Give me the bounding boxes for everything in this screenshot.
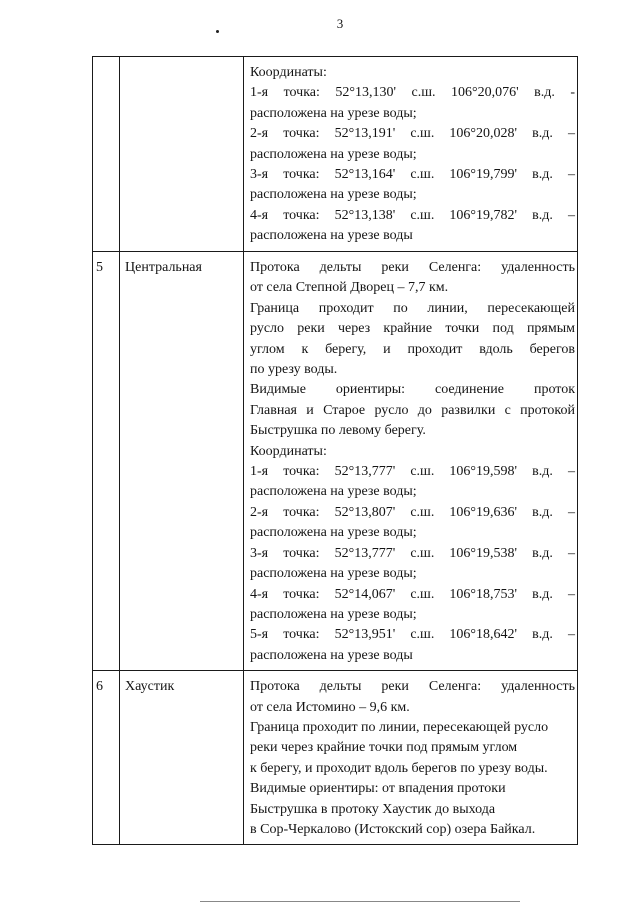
row-number-cell: 6 — [93, 671, 120, 845]
description-line: расположена на урезе воды; — [250, 484, 417, 500]
description-cell — [244, 671, 578, 845]
description-line: расположена на урезе воды; — [250, 146, 417, 162]
description-line: 3-я точка: 52°13,164' с.ш. 106°19,799' в.д. – — [250, 167, 575, 183]
description-line: расположена на урезе воды; — [250, 187, 417, 203]
row-number-cell — [93, 57, 120, 252]
description-line: расположена на урезе воды — [250, 647, 413, 663]
description-line: по урезу воды. — [250, 362, 338, 378]
description-line: Граница проходит по линии, пересекающей русло — [250, 719, 549, 735]
row-number-cell: 5 — [93, 252, 120, 671]
description-line: Протока дельты реки Селенга: удаленность — [250, 679, 575, 695]
channel-name-cell — [120, 57, 244, 252]
description-line: Координаты: — [250, 443, 327, 459]
description-line: 5-я точка: 52°13,951' с.ш. 106°18,642' в.д. – — [250, 627, 575, 643]
description-line: расположена на урезе воды; — [250, 525, 417, 541]
channel-name-cell: Центральная — [120, 252, 244, 671]
description-line: углом к берегу, и проходит вдоль берегов — [250, 341, 575, 357]
page-number: 3 — [336, 16, 344, 31]
page-bottom-edge — [200, 901, 520, 902]
description-line: Граница проходит по линии, пересекающей — [250, 300, 575, 316]
description-line: расположена на урезе воды — [250, 228, 413, 244]
description-line: Видимые ориентиры: от впадения протоки — [250, 781, 506, 797]
description-line: расположена на урезе воды; — [250, 606, 417, 622]
description-line: от села Степной Дворец – 7,7 км. — [250, 280, 449, 296]
table-row — [93, 252, 578, 671]
description-line: расположена на урезе воды; — [250, 566, 417, 582]
description-line: 1-я точка: 52°13,130' с.ш. 106°20,076' в.д. - — [250, 85, 575, 101]
description-line: 4-я точка: 52°14,067' с.ш. 106°18,753' в.д. – — [250, 586, 575, 602]
water-objects-table — [92, 56, 578, 845]
description-line: 1-я точка: 52°13,777' с.ш. 106°19,598' в.д. – — [250, 464, 575, 480]
description-line: к берегу, и проходит вдоль берегов по урезу воды. — [250, 760, 548, 776]
table-body — [93, 57, 578, 845]
description-line: реки через крайние точки под прямым углом — [250, 740, 518, 756]
description-line: от села Истомино – 9,6 км. — [250, 699, 410, 715]
description-line: 4-я точка: 52°13,138' с.ш. 106°19,782' в.д. – — [250, 207, 575, 223]
table-row — [93, 57, 578, 252]
description-line: 2-я точка: 52°13,807' с.ш. 106°19,636' в.д. – — [250, 504, 575, 520]
scan-artifact — [216, 30, 219, 33]
description-line: в Сор-Черкалово (Истокский сор) озера Байкал. — [250, 821, 536, 837]
description-line: расположена на урезе воды; — [250, 105, 417, 121]
description-cell — [244, 252, 578, 671]
description-line: Координаты: — [250, 65, 327, 80]
description-line: Протока дельты реки Селенга: удаленность — [250, 260, 575, 275]
description-cell — [244, 57, 578, 252]
description-line: 3-я точка: 52°13,777' с.ш. 106°19,538' в.д. – — [250, 545, 575, 561]
description-line: Главная и Старое русло до развилки с протокой — [250, 402, 575, 418]
description-line: Видимые ориентиры: соединение проток — [250, 382, 575, 398]
description-line: Быструшка в протоку Хаустик до выхода — [250, 801, 496, 817]
description-line: Быструшка по левому берегу. — [250, 423, 426, 439]
description-line: 2-я точка: 52°13,191' с.ш. 106°20,028' в.д. – — [250, 126, 575, 142]
channel-name-cell: Хаустик — [120, 671, 244, 845]
description-line: русло реки через крайние точки под прямым — [250, 321, 575, 337]
table-row — [93, 671, 578, 845]
